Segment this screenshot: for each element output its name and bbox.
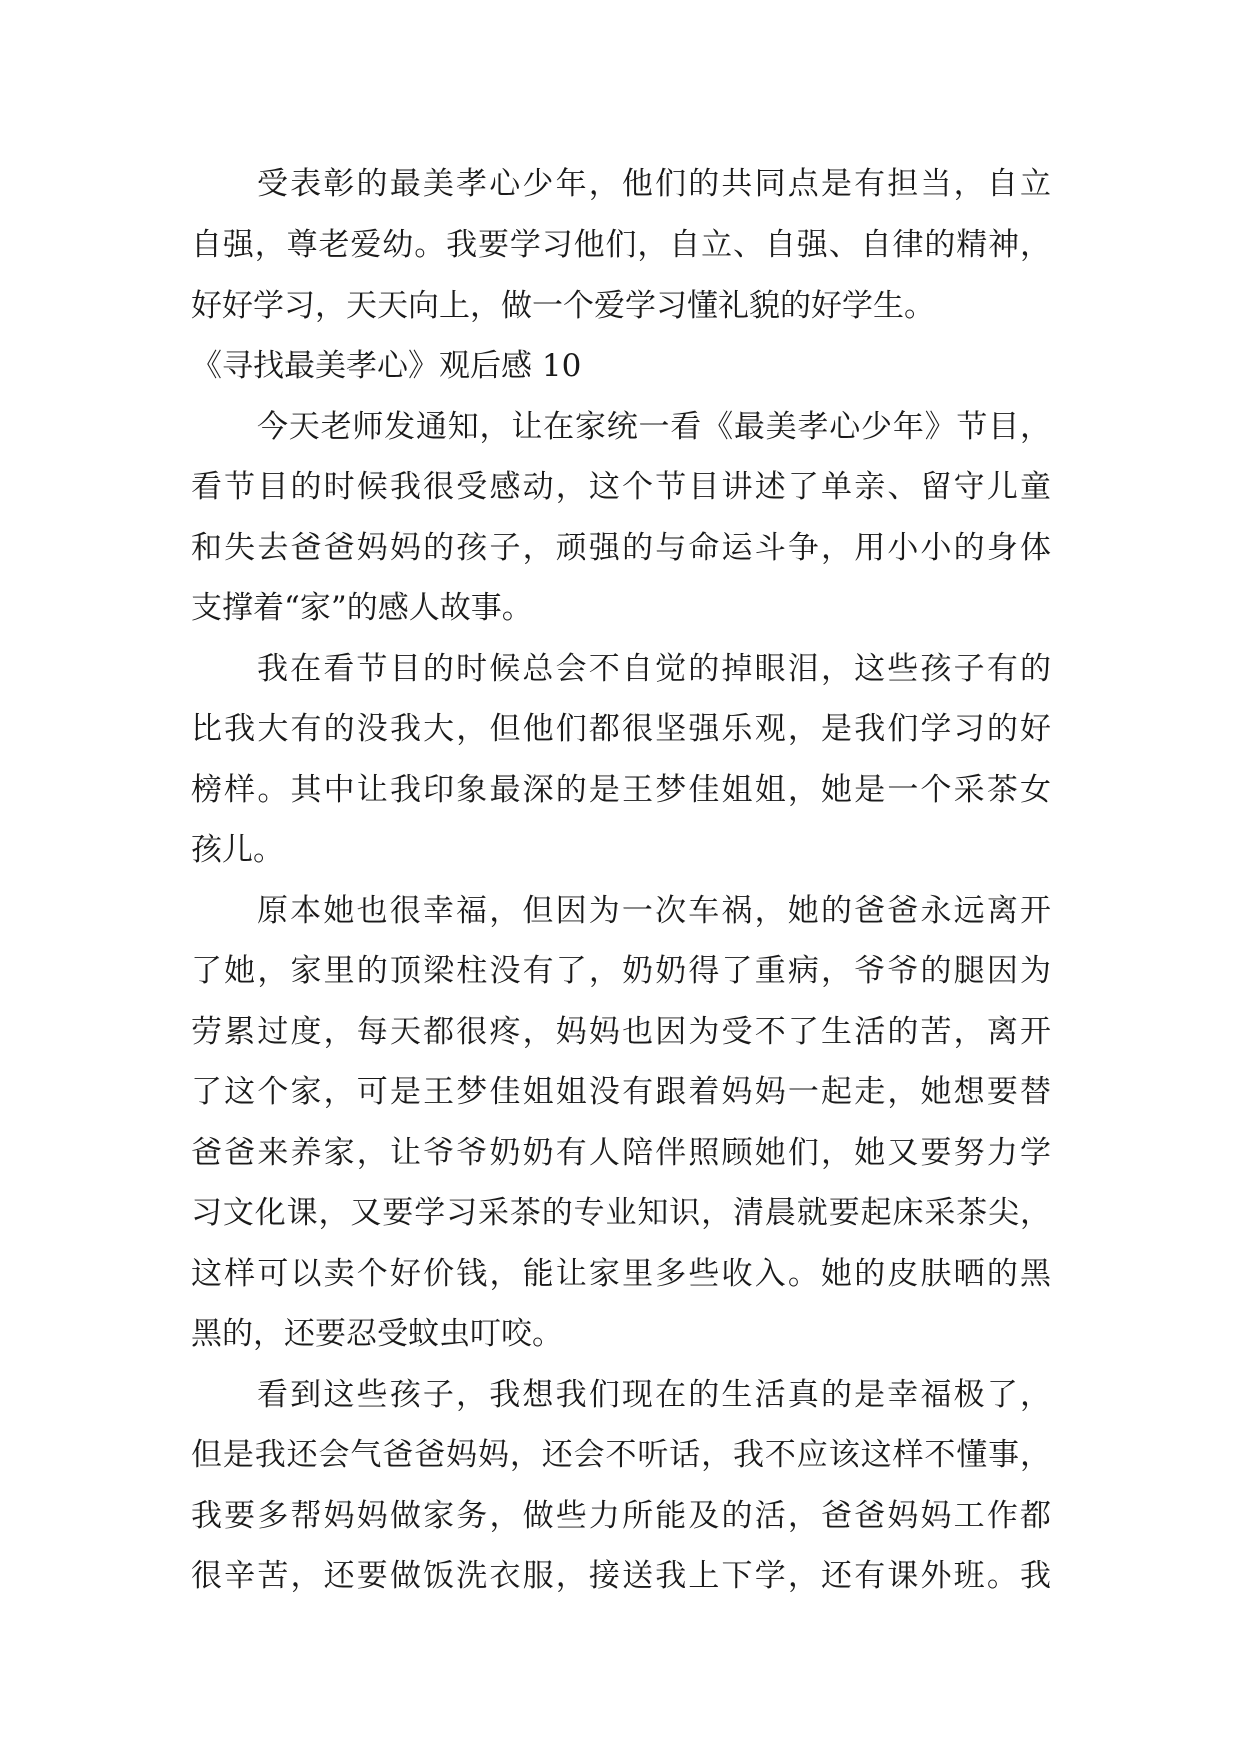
paragraph-line: 我在看节目的时候总会不自觉的掉眼泪，这些孩子有的 bbox=[257, 651, 1051, 687]
paragraph-line: 这样可以卖个好价钱，能让家里多些收入。她的皮肤晒的黑 bbox=[191, 1256, 1051, 1292]
paragraph-line: 黑的，还要忍受蚊虫叮咬。 bbox=[191, 1316, 563, 1352]
paragraph-line: 原本她也很幸福，但因为一次车祸，她的爸爸永远离开 bbox=[257, 893, 1051, 929]
paragraph-line: 受表彰的最美孝心少年，他们的共同点是有担当，自立 bbox=[257, 166, 1051, 202]
paragraph-line: 但是我还会气爸爸妈妈，还会不听话，我不应该这样不懂事， bbox=[191, 1437, 1051, 1473]
paragraph-line: 我要多帮妈妈做家务，做些力所能及的活，爸爸妈妈工作都 bbox=[191, 1498, 1051, 1534]
section-heading: 《寻找最美孝心》观后感 10 bbox=[191, 348, 582, 384]
paragraph-line: 自强，尊老爱幼。我要学习他们，自立、自强、自律的精神， bbox=[191, 227, 1051, 263]
paragraph-line: 好好学习，天天向上，做一个爱学习懂礼貌的好学生。 bbox=[191, 288, 935, 324]
paragraph-line: 看节目的时候我很受感动，这个节目讲述了单亲、留守儿童 bbox=[191, 469, 1051, 505]
paragraph-line: 了她，家里的顶梁柱没有了，奶奶得了重病，爷爷的腿因为 bbox=[191, 953, 1051, 989]
paragraph-line: 劳累过度，每天都很疼，妈妈也因为受不了生活的苦，离开 bbox=[191, 1014, 1051, 1050]
paragraph-line: 爸爸来养家，让爷爷奶奶有人陪伴照顾她们，她又要努力学 bbox=[191, 1135, 1051, 1171]
paragraph-line: 了这个家，可是王梦佳姐姐没有跟着妈妈一起走，她想要替 bbox=[191, 1074, 1051, 1110]
paragraph-line: 很辛苦，还要做饭洗衣服，接送我上下学，还有课外班。我 bbox=[191, 1558, 1051, 1594]
paragraph-line: 看到这些孩子，我想我们现在的生活真的是幸福极了， bbox=[257, 1377, 1051, 1413]
paragraph-line: 支撑着“家”的感人故事。 bbox=[191, 590, 533, 626]
paragraph-line: 比我大有的没我大，但他们都很坚强乐观，是我们学习的好 bbox=[191, 711, 1051, 747]
paragraph-line: 今天老师发通知，让在家统一看《最美孝心少年》节目， bbox=[257, 409, 1051, 445]
paragraph-line: 孩儿。 bbox=[191, 832, 284, 868]
paragraph-line: 和失去爸爸妈妈的孩子，顽强的与命运斗争，用小小的身体 bbox=[191, 530, 1051, 566]
paragraph-line: 习文化课，又要学习采茶的专业知识，清晨就要起床采茶尖， bbox=[191, 1195, 1051, 1231]
paragraph-line: 榜样。其中让我印象最深的是王梦佳姐姐，她是一个采茶女 bbox=[191, 772, 1051, 808]
